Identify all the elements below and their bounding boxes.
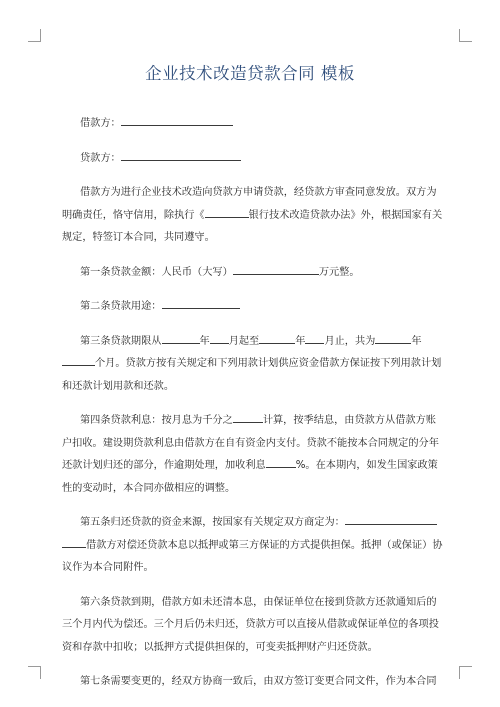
article-6 xyxy=(62,592,442,660)
year-label-2: 年 xyxy=(295,335,306,347)
article-3-line-3: 和还款计划用款和还款。 xyxy=(62,380,175,392)
article-1-suffix: 万元整。 xyxy=(318,266,360,278)
intro-line-1: 借款方为进行企业技术改造向贷款方申请贷款，经贷款方审查同意发放。双方为 xyxy=(80,187,437,198)
article-5-line-1 xyxy=(62,512,442,535)
article-4-line-1 xyxy=(62,410,442,433)
purpose-blank xyxy=(162,297,240,309)
article-1-text: 第一条贷款金额：人民币（大写） xyxy=(80,266,233,278)
total-label: 月止，共为 xyxy=(324,335,376,347)
interest-rate-blank xyxy=(233,411,263,423)
lender-blank xyxy=(121,149,241,161)
total-months-blank xyxy=(62,354,95,366)
intro-line-2 xyxy=(62,205,442,228)
document-body xyxy=(62,113,442,694)
article-6-line-3: 资和存款中扣收；以抵押方式提供担保的，可变卖抵押财产归还贷款。 xyxy=(62,641,378,653)
crop-mark-top-right xyxy=(459,29,472,42)
year-label-3: 年 xyxy=(411,335,422,347)
article-4 xyxy=(62,410,442,500)
article-4-text-3: 还款计划归还的部分，作逾期处理，加收利息 xyxy=(62,460,266,471)
lender-line xyxy=(62,148,442,171)
intro-text-a: 明确责任，恪守信用，除执行《 xyxy=(62,209,205,221)
year-label: 年 xyxy=(199,335,210,347)
article-4-text-2: 计算，按季结息，由贷款方从借款方账 xyxy=(262,415,436,426)
borrower-label: 借款方： xyxy=(80,118,121,129)
article-5-line-3: 议作为本合同附件。 xyxy=(62,562,154,573)
crop-mark-bottom-left xyxy=(28,666,41,679)
from-label: 月起至 xyxy=(228,335,260,347)
amount-blank xyxy=(233,263,319,275)
start-year-blank xyxy=(162,332,200,344)
article-7-line-1: 第七条需要变更的，经双方协商一致后，由双方签订变更合同文件，作为本合同 xyxy=(80,676,437,687)
intro-paragraph xyxy=(62,182,442,250)
bank-name-blank xyxy=(205,206,249,218)
article-5-text-2: 借款方对偿还贷款本息以抵押或第三方保证的方式提供担保。抵押（或保证）协 xyxy=(86,539,443,551)
start-month-blank xyxy=(210,332,229,344)
end-month-blank xyxy=(305,332,324,344)
article-1 xyxy=(62,262,442,285)
article-4-line-4: 性的变动时，本合同亦做相应的调整。 xyxy=(62,482,236,494)
article-5-line-2 xyxy=(62,535,442,558)
article-3-text-2: 个月。贷款方按有关规定和下列用款计划供应资金借款方保证按下列用款计划 xyxy=(95,358,442,369)
funding-source-blank xyxy=(345,513,437,525)
end-year-blank xyxy=(259,332,295,344)
article-6-line-1: 第六条贷款到期，借款方如未还清本息，由保证单位在接到贷款方还款通知后的 xyxy=(80,596,437,608)
borrower-blank xyxy=(121,114,233,126)
article-3-line-2 xyxy=(62,353,442,376)
article-7 xyxy=(62,671,442,694)
article-4-line-3 xyxy=(62,455,442,478)
lender-label: 贷款方： xyxy=(80,152,121,164)
article-3-line-1 xyxy=(62,331,442,354)
article-3 xyxy=(62,331,442,399)
total-years-blank xyxy=(375,332,411,344)
article-4-text: 第四条贷款利息：按月息为千分之 xyxy=(80,415,233,426)
article-5-text: 第五条归还贷款的资金来源，按国家有关规定双方商定为： xyxy=(80,517,345,528)
borrower-line xyxy=(62,113,442,136)
document-title: 企业技术改造贷款合同 模板 xyxy=(145,64,355,83)
crop-mark-bottom-right xyxy=(459,666,472,679)
article-2-text: 第二条贷款用途： xyxy=(80,301,162,312)
funding-source-blank-2 xyxy=(62,536,86,548)
article-6-line-2: 三个月内代为偿还。三个月后仍未归还，贷款方可以直接从借款或保证单位的各项投 xyxy=(62,619,439,630)
penalty-rate-blank xyxy=(266,456,296,468)
article-4-text-4: %。在本期内，如发生国家政策 xyxy=(295,460,438,471)
article-5 xyxy=(62,512,442,580)
intro-text-b: 银行技术改造贷款办法》外，根据国家有关 xyxy=(248,209,443,221)
crop-mark-top-left xyxy=(28,29,41,42)
article-3-text: 第三条贷款期限从 xyxy=(80,335,162,347)
article-4-line-2: 户扣收。建设期贷款利息由借款方在自有资金内支付。贷款不能按本合同规定的分年 xyxy=(62,437,439,449)
article-2 xyxy=(62,296,442,319)
intro-line-3: 规定，特签订本合同，共同遵守。 xyxy=(62,232,215,243)
